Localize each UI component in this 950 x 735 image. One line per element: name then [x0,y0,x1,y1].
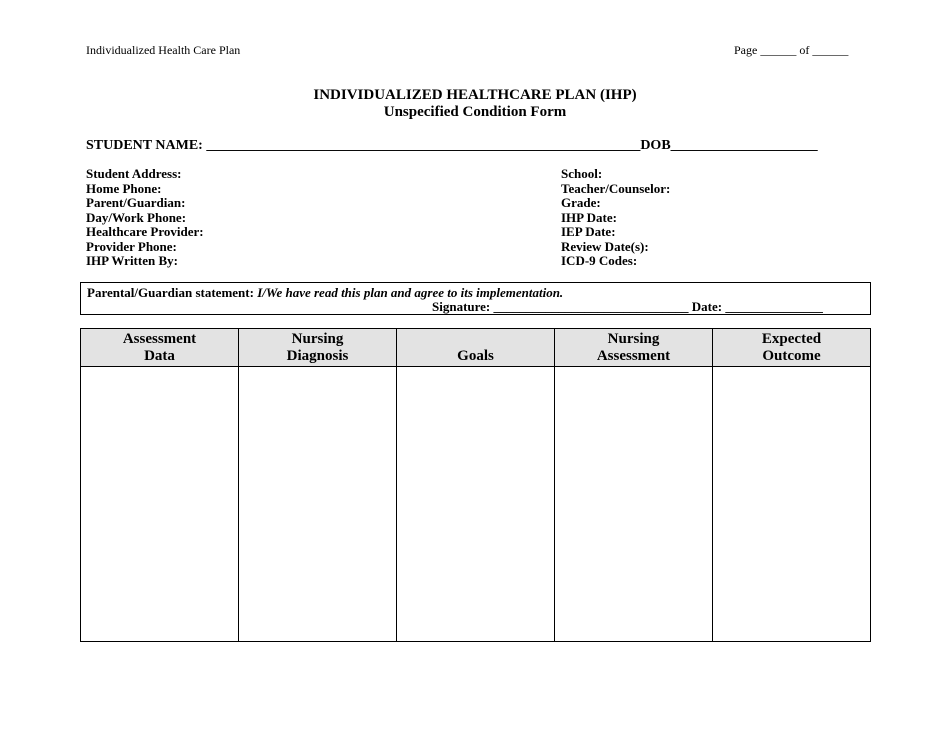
home-phone-label: Home Phone: [86,180,162,196]
page-number-field: Page ______ of ______ [734,43,849,57]
column-header-nursing-assessment: Nursing Assessment [555,329,713,367]
teacher-counselor-label: Teacher/Counselor: [561,180,671,196]
column-header-goals: Goals [397,329,555,367]
info-fields-left [86,167,204,269]
guardian-statement-box [80,282,871,315]
care-plan-table [80,328,871,642]
icd9-codes-label: ICD-9 Codes: [561,253,638,268]
column-header-expected-outcome: Expected Outcome [713,329,871,367]
table-header-row [81,329,871,367]
provider-phone-label: Provider Phone: [86,238,177,254]
table-row [81,367,871,642]
student-address-label: Student Address: [86,166,182,181]
column-header-nursing-diagnosis: Nursing Diagnosis [239,329,397,367]
iep-date-label: IEP Date: [561,224,616,239]
review-dates-label: Review Date(s): [561,238,649,254]
column-header-assessment-data: Assessment Data [81,329,239,367]
ihp-written-by-label: IHP Written By: [86,253,178,268]
nursing-assessment-cell[interactable] [555,367,713,642]
ihp-date-label: IHP Date: [561,209,617,225]
statement-label: Parental/Guardian statement: [87,285,254,300]
nursing-diagnosis-cell[interactable] [239,367,397,642]
assessment-data-cell[interactable] [81,367,239,642]
parent-guardian-label: Parent/Guardian: [86,195,186,210]
form-title: INDIVIDUALIZED HEALTHCARE PLAN (IHP) [313,87,637,103]
statement-text: I/We have read this plan and agree to its implementation. [257,285,564,300]
page-header-title: Individualized Health Care Plan [86,43,241,57]
student-name-dob-line: STUDENT NAME: ______________________________________________________________DOB_____________________ [86,138,818,153]
grade-label: Grade: [561,195,601,210]
signature-date-line: Signature: ______________________________ Date: _______________ [432,299,823,314]
expected-outcome-cell[interactable] [713,367,871,642]
healthcare-provider-label: Healthcare Provider: [86,224,204,239]
day-work-phone-label: Day/Work Phone: [86,209,187,225]
form-subtitle: Unspecified Condition Form [383,104,567,120]
info-fields-right [561,167,670,269]
goals-cell[interactable] [397,367,555,642]
school-label: School: [561,166,603,181]
